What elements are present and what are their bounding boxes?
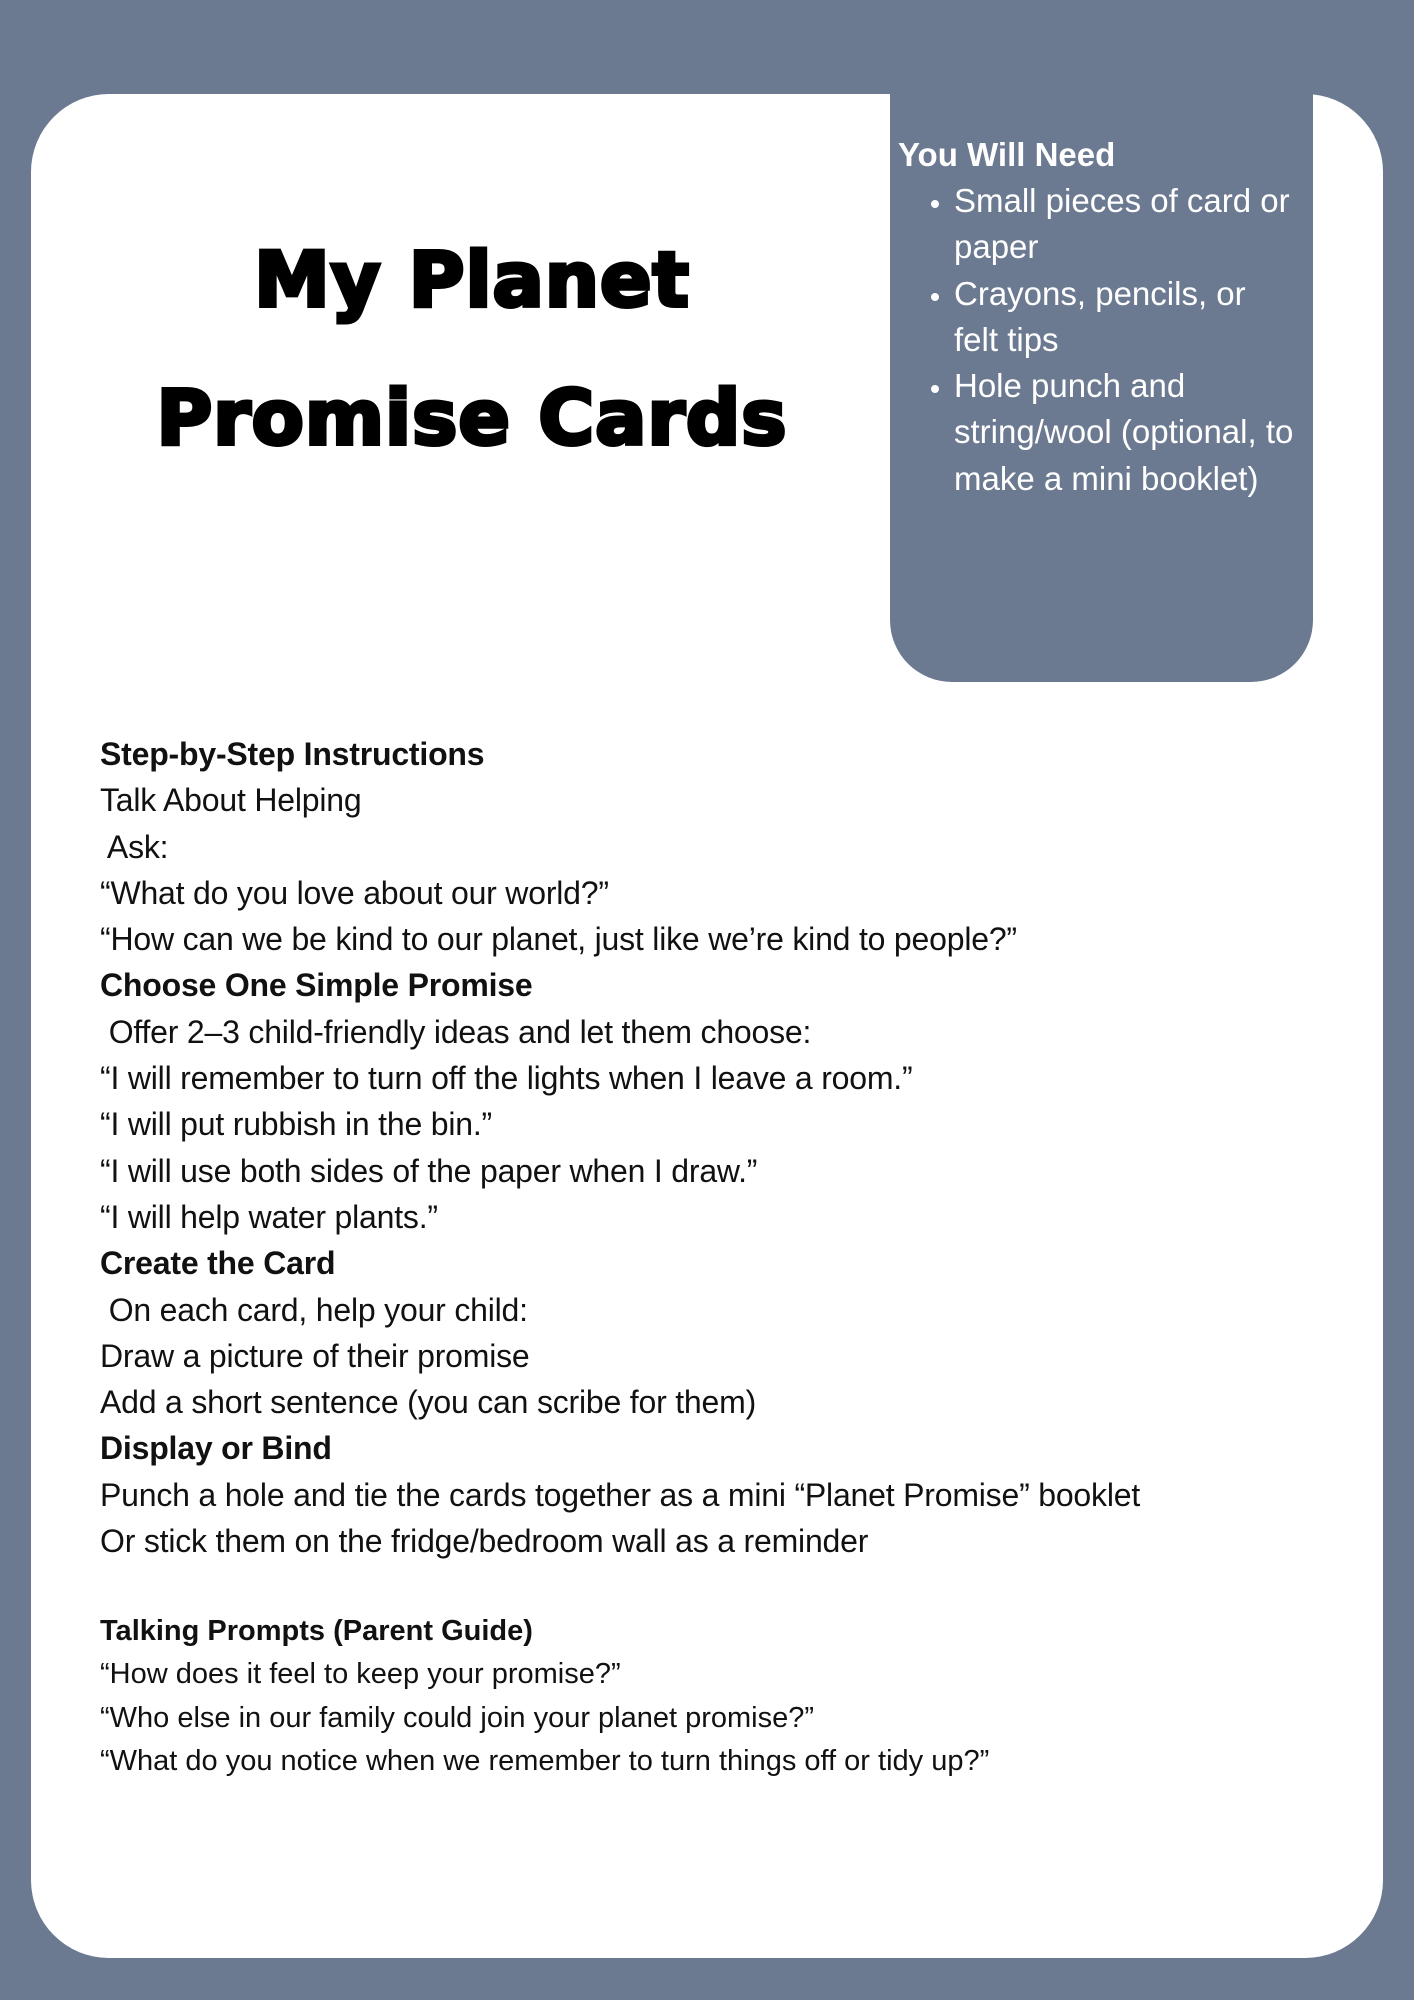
prompt-line: “How does it feel to keep your promise?” [100, 1658, 621, 1691]
step-line: Offer 2–3 child-friendly ideas and let them choose: [100, 1013, 812, 1050]
step-line: Or stick them on the fridge/bedroom wall as a reminder [100, 1523, 869, 1560]
instructions-heading: Step-by-Step Instructions [100, 736, 485, 772]
title-line-1: My Planet [254, 235, 690, 324]
step-line: On each card, help your child: [100, 1291, 528, 1328]
step-line: “I will use both sides of the paper when I draw.” [100, 1152, 758, 1189]
prompt-line: “Who else in our family could join your planet promise?” [100, 1701, 815, 1734]
step-line: Draw a picture of their promise [100, 1337, 530, 1374]
step-title: Display or Bind [100, 1430, 332, 1467]
step-line: “I will put rubbish in the bin.” [100, 1106, 493, 1143]
step-line: Ask: [100, 828, 169, 865]
step-line: “I will help water plants.” [100, 1198, 438, 1235]
step-title: Create the Card [100, 1245, 336, 1282]
instructions-section [100, 731, 1140, 1564]
prompts-heading: Talking Prompts (Parent Guide) [100, 1615, 533, 1647]
talking-prompts-section [100, 1610, 989, 1784]
step-line: “What do you love about our world?” [100, 874, 609, 911]
you-will-need-panel [890, 94, 1313, 682]
you-will-need-heading: You Will Need [898, 136, 1116, 173]
title-line-2: Promise Cards [156, 373, 788, 462]
materials-item: • Hole punch and string/wool (optional, to make a mini booklet) [954, 363, 1294, 502]
step-line: Add a short sentence (you can scribe for them) [100, 1384, 757, 1421]
step-title: Talk About Helping [100, 782, 362, 819]
step-line: “How can we be kind to our planet, just like we’re kind to people?” [100, 921, 1017, 958]
materials-list [890, 178, 1294, 502]
prompt-line: “What do you notice when we remember to turn things off or tidy up?” [100, 1745, 990, 1778]
step-title: Choose One Simple Promise [100, 967, 533, 1004]
materials-item: • Small pieces of card or paper [954, 178, 1294, 271]
materials-item: • Crayons, pencils, or felt tips [954, 271, 1294, 364]
step-line: Punch a hole and tie the cards together as a mini “Planet Promise” booklet [100, 1476, 1141, 1513]
step-line: “I will remember to turn off the lights when I leave a room.” [100, 1060, 913, 1097]
